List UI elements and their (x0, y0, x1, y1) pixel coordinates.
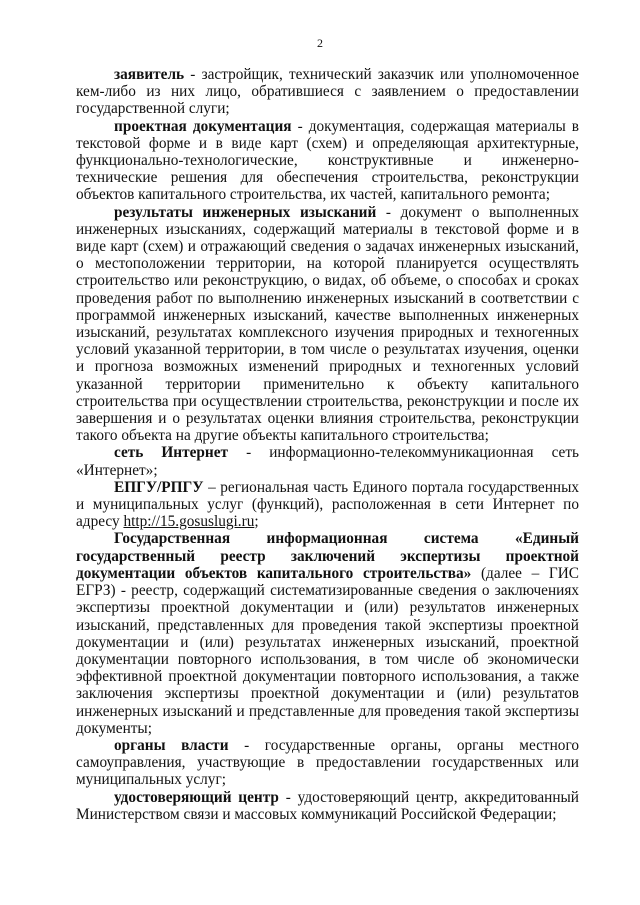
definition-term: ЕПГУ/РПГУ (114, 478, 204, 496)
definition-text: государственные органы, органы местного самоуправления, участвующие в предоставлении государственных или муниципальных услуг; (76, 736, 579, 789)
definition-paragraph (76, 204, 579, 445)
definition-separator: – (203, 478, 221, 496)
definition-paragraph (76, 479, 579, 531)
definitions-list (76, 66, 579, 823)
definition-separator: - (184, 66, 202, 83)
definition-paragraph (76, 118, 579, 204)
definition-text: региональная часть Единого портала государственных и муниципальных услуг (функций), расположенная в сети Интернет по адресу (76, 478, 580, 531)
definition-term: Государственная информационная система «Единый государственный реестр заключений экспертизы проектной документации объектов капитального строительства» (76, 530, 579, 582)
definition-term: органы власти (114, 736, 229, 754)
definition-paragraph (76, 66, 579, 118)
definition-text: информационно-телекоммуникационная сеть «Интернет»; (76, 444, 580, 479)
definition-separator: - (278, 788, 298, 806)
definition-separator: - (291, 117, 309, 135)
definition-term: удостоверяющий центр (114, 788, 279, 806)
definition-text: документация, содержащая материалы в текстовой форме и в виде карт (схем) и определяющая архитектурные, функционально-технологические, конструктивные и инженерно-технические решения для обеспечения строительства, реконструкции объектов капитального строительства, их частей, капитального ремонта; (76, 117, 579, 204)
definition-text: застройщик, технический заказчик или уполномоченное кем-либо из них лицо, обратившиеся с заявлением о предоставлении государственной слуги; (76, 66, 579, 118)
definition-text-end: ; (254, 513, 259, 531)
definition-paragraph (76, 789, 579, 823)
gosuslugi-link[interactable]: http://15.gosuslugi.ru (123, 513, 255, 531)
definition-term: сеть Интернет (114, 444, 229, 462)
definition-paragraph (76, 737, 579, 789)
definition-paragraph (76, 444, 579, 478)
definition-text: удостоверяющий центр, аккредитованный Министерством связи и массовых коммуникаций Российской Федерации; (76, 788, 579, 823)
definition-paragraph (76, 530, 579, 736)
definition-separator: - (228, 736, 265, 754)
definition-term: результаты инженерных изысканий (114, 203, 377, 221)
definition-separator (471, 565, 481, 582)
definition-term: заявитель (114, 66, 185, 83)
definition-term: проектная документация (114, 117, 292, 135)
definition-separator: - (376, 203, 401, 221)
page-number: 2 (317, 36, 323, 50)
definition-separator: - (228, 444, 270, 462)
definition-text: документ о выполненных инженерных изысканиях, содержащий материалы в текстовой форме и в виде карт (схем) и отражающий сведения о задачах инженерных изысканий, о местоположении территории, на которой планируется осуществлять строительство или реконструкцию, о видах, об объеме, о способах и сроках проведения работ по выполнению инженерных изысканий в соответствии с программой инженерных изысканий, качестве выполненных инженерных изысканий, результатах комплексного изучения природных и техногенных условий указанной территории, в том числе о результатах изучения, оценки и прогноза возможных изменений природных и техногенных условий указанной территории применительно к объекту капитального строительства при осуществлении строительства, реконструкции и после их завершения и о результатах оценки влияния строительства, реконструкции такого объекта на другие объекты капитального строительства; (76, 203, 579, 445)
definition-text: (далее – ГИС ЕГРЗ) - реестр, содержащий систематизированные сведения о заключениях экспертизы проектной документации и (или) результатов инженерных изысканий, представленных для проведения такой экспертизы проектной документации и (или) результатах инженерных изысканий, проектной документации повторного использования, в том числе об экономически эффективной проектной документации повторного использования, а также заключения экспертизы проектной документации и (или) результатов инженерных изысканий и представленные для проведения такой экспертизы документы; (76, 564, 580, 737)
